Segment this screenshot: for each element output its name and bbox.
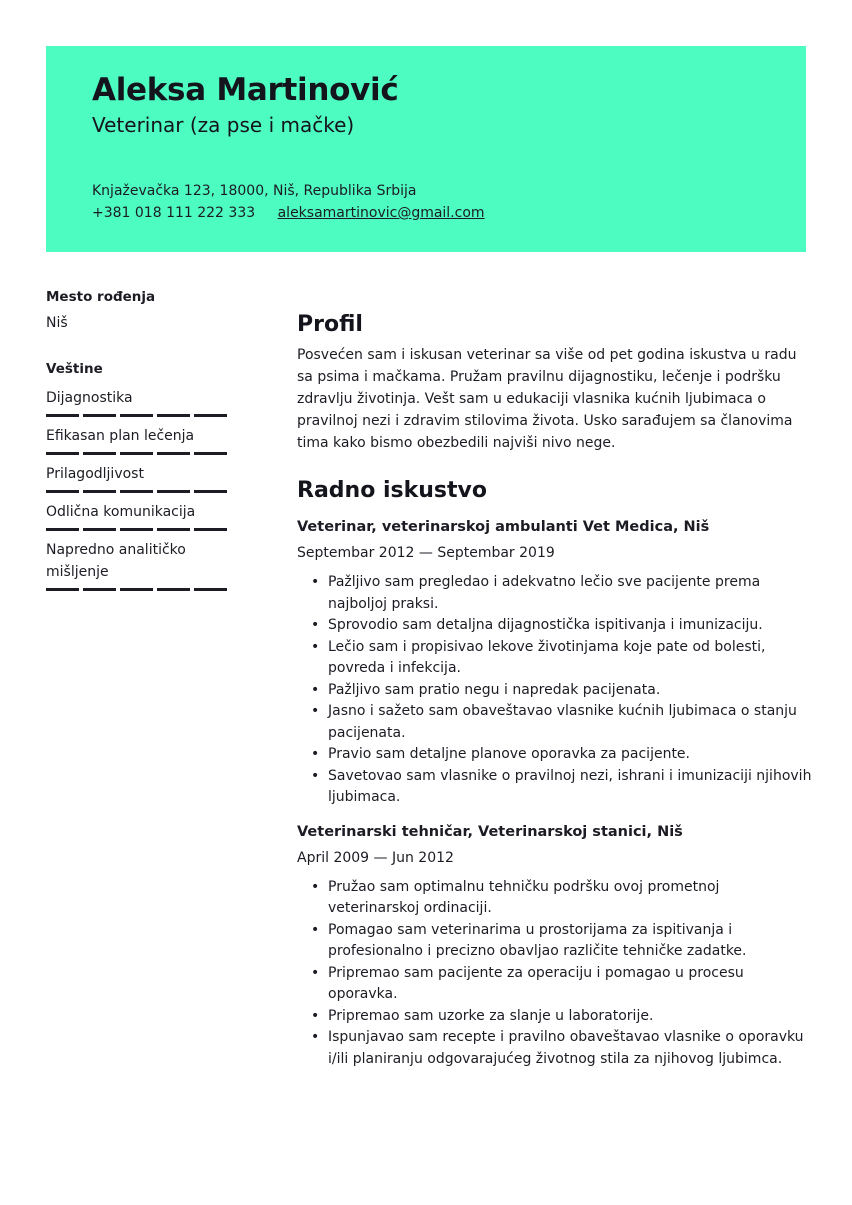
- skill-level-segment: [46, 528, 79, 531]
- job-bullet: • Pažljivo sam pratio negu i napredak pacijenata.: [311, 680, 812, 702]
- skill-level-segment: [83, 490, 116, 493]
- job-bullet: • Pripremao sam uzorke za slanje u laboratorije.: [311, 1006, 812, 1028]
- skill-level-segment: [46, 452, 79, 455]
- candidate-title: Veterinar (za pse i mačke): [92, 113, 355, 137]
- skill-level-segment: [46, 490, 79, 493]
- skill-name: Efikasan plan lečenja: [46, 428, 195, 444]
- skill-level-segment: [157, 414, 190, 417]
- skill-level-bar: [46, 490, 228, 493]
- header-banner: [46, 46, 806, 252]
- skill-level-segment: [120, 414, 153, 417]
- contact-row: [92, 202, 760, 224]
- skill-level-segment: [157, 528, 190, 531]
- skill-level-bar: [46, 528, 228, 531]
- skill-level-bar: [46, 452, 228, 455]
- skill-level-segment: [46, 588, 79, 591]
- job-bullet: • Pomagao sam veterinarima u prostorijama za ispitivanja i profesionalno i precizno obavljao različite tehničke zadatke.: [311, 920, 812, 963]
- skill-name: Odlična komunikacija: [46, 504, 196, 520]
- job-title: Veterinarski tehničar, Veterinarskoj stanici, Niš: [297, 823, 683, 840]
- address: Knjaževačka 123, 18000, Niš, Republika Srbija: [92, 183, 417, 199]
- job-bullets: [297, 877, 812, 1071]
- skill-item: [46, 539, 228, 591]
- job-title: Veterinar, veterinarskoj ambulanti Vet Medica, Niš: [297, 519, 710, 535]
- job-dates: April 2009 — Jun 2012: [297, 849, 454, 866]
- skill-name: Dijagnostika: [46, 390, 133, 406]
- skill-level-segment: [120, 490, 153, 493]
- experience-heading: Radno iskustvo: [297, 478, 487, 503]
- job-bullet: • Sprovodio sam detaljna dijagnostička ispitivanja i imunizaciju.: [311, 615, 812, 637]
- skill-level-segment: [83, 452, 116, 455]
- skill-name: Napredno analitičko mišljenje: [46, 542, 186, 580]
- skill-name: Prilagodljivost: [46, 466, 144, 482]
- skill-level-segment: [194, 414, 227, 417]
- job-bullet: • Pripremao sam pacijente za operaciju i pomagao u procesu oporavka.: [311, 963, 812, 1006]
- main-content: [297, 310, 812, 1070]
- skill-item: [46, 425, 228, 455]
- skill-level-segment: [120, 528, 153, 531]
- job-bullet: • Jasno i sažeto sam obaveštavao vlasnike kućnih ljubimaca o stanju pacijenata.: [311, 701, 812, 744]
- phone: +381 018 111 222 333: [92, 205, 256, 221]
- skill-level-segment: [83, 414, 116, 417]
- profile-heading: Profil: [297, 312, 363, 337]
- skill-level-segment: [46, 414, 79, 417]
- profile-text: Posvećen sam i iskusan veterinar sa više od pet godina iskustva u radu sa psima i mačkama. Pružam pravilnu dijagnostiku, lečenje i podršku zdravlju životinja. Vešt sam u edukaciji vlasnika kućnih ljubimaca o pravilnoj nezi i zdravim stilovima života. Usko sarađujem sa članovima tima kako bismo obezbedili najviši nivo nege.: [297, 347, 797, 451]
- jobs-list: [297, 516, 812, 1070]
- skill-level-segment: [194, 452, 227, 455]
- sidebar: [46, 287, 228, 597]
- birthplace-label: Mesto rođenja: [46, 289, 156, 305]
- skill-level-segment: [157, 490, 190, 493]
- skill-level-segment: [194, 528, 227, 531]
- skill-level-bar: [46, 588, 228, 591]
- job-bullet: • Savetovao sam vlasnike o pravilnoj nezi, ishrani i imunizaciji njihovih ljubimaca.: [311, 766, 812, 809]
- job-bullet: • Ispunjavao sam recepte i pravilno obaveštavao vlasnike o oporavku i/ili planiranju odgovarajućeg životnog stila za njihovog ljubimca.: [311, 1027, 812, 1070]
- skill-level-segment: [83, 528, 116, 531]
- job-bullet: • Lečio sam i propisivao lekove životinjama koje pate od bolesti, povreda i infekcija.: [311, 637, 812, 680]
- email-link[interactable]: aleksamartinovic@gmail.com: [277, 205, 485, 221]
- skill-level-segment: [83, 588, 116, 591]
- birthplace-value: Niš: [46, 315, 68, 331]
- job-bullet: • Pažljivo sam pregledao i adekvatno lečio sve pacijente prema najboljoj praksi.: [311, 572, 812, 615]
- job-bullet: • Pružao sam optimalnu tehničku podršku ovoj prometnoj veterinarskoj ordinaciji.: [311, 877, 812, 920]
- job-bullets: [297, 572, 812, 809]
- skill-level-segment: [157, 452, 190, 455]
- skill-level-segment: [157, 588, 190, 591]
- candidate-name: Aleksa Martinović: [92, 72, 399, 108]
- job-entry: [297, 516, 812, 809]
- skills-list: [46, 387, 228, 591]
- skill-level-segment: [120, 452, 153, 455]
- skill-level-segment: [194, 490, 227, 493]
- skill-level-bar: [46, 414, 228, 417]
- skills-heading: Veštine: [46, 361, 103, 377]
- job-entry: [297, 821, 812, 1071]
- skill-item: [46, 501, 228, 531]
- job-dates: Septembar 2012 — Septembar 2019: [297, 545, 555, 561]
- skill-item: [46, 387, 228, 417]
- skill-level-segment: [120, 588, 153, 591]
- job-bullet: • Pravio sam detaljne planove oporavka za pacijente.: [311, 744, 812, 766]
- skill-level-segment: [194, 588, 227, 591]
- skill-item: [46, 463, 228, 493]
